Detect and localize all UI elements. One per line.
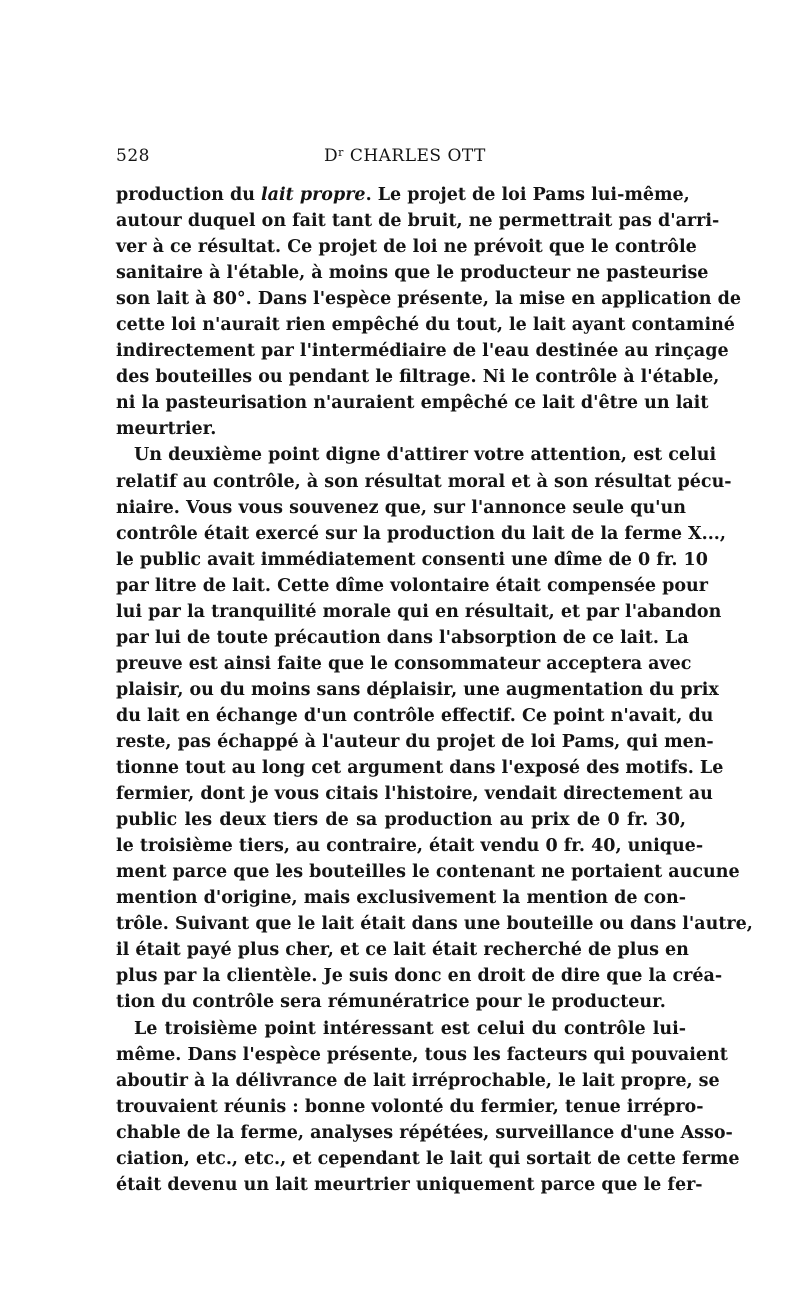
text-line: reste, pas échappé à l'auteur du projet de loi Pams, qui men- [116,731,714,752]
text-line: des bouteilles ou pendant le filtrage. Ni le contrôle à l'étable, [116,367,720,388]
paragraph [116,182,741,442]
text-line: trôle. Suivant que le lait était dans une bouteille ou dans l'autre, [116,914,753,935]
text-line: aboutir à la délivrance de lait irréprochable, le lait propre, se [116,1070,720,1091]
text-line: lui par la tranquilité morale qui en résultait, et par l'abandon [116,601,722,622]
text-line: ni la pasteurisation n'auraient empêché ce lait d'être un lait [116,393,709,414]
text-line: il était payé plus cher, et ce lait était recherché de plus en [116,940,689,961]
author-name: CHARLES OTT [349,146,486,166]
body-text [116,182,753,1198]
text-line: son lait à 80°. Dans l'espèce présente, la mise en application de [116,289,741,310]
text-line: niaire. Vous vous souvenez que, sur l'annonce seule qu'un [116,497,686,518]
text-line: sanitaire à l'étable, à moins que le producteur ne pasteurise [116,263,709,284]
text-line: contrôle était exercé sur la production du lait de la ferme X..., [116,523,726,544]
text-line: plaisir, ou du moins sans déplaisir, une augmentation du prix [116,679,719,700]
emphasis: lait propre [261,185,366,205]
text-line: était devenu un lait meurtrier uniquement parce que le fer- [116,1174,703,1195]
text-line: tion du contrôle sera rémunératrice pour le producteur. [116,992,666,1013]
author-prefix: D [324,146,339,166]
text-line: ver à ce résultat. Ce projet de loi ne prévoit que le contrôle [116,237,697,258]
text-line: le troisième tiers, au contraire, était vendu 0 fr. 40, unique- [116,836,704,857]
author-prefix-superscript: r [338,146,344,159]
text-line: chable de la ferme, analyses répétées, surveillance d'une Asso- [116,1122,733,1143]
text-line: Un deuxième point digne d'attirer votre attention, est celui [134,445,717,466]
paragraph [116,1016,740,1198]
text-line: le public avait immédiatement consenti une dîme de 0 fr. 10 [116,549,708,570]
running-head [324,146,486,166]
page-header [116,146,686,172]
paragraph [116,442,753,1015]
text-line: production du lait propre. Le projet de loi Pams lui-même, [116,185,690,205]
text-line: autour duquel on fait tant de bruit, ne permettrait pas d'arri- [116,211,720,232]
page-number: 528 [116,146,150,166]
text-line: cette loi n'aurait rien empêché du tout, le lait ayant contaminé [116,315,735,336]
text-line: tionne tout au long cet argument dans l'exposé des motifs. Le [116,758,724,779]
text-line: mention d'origine, mais exclusivement la mention de con- [116,888,686,909]
text-line: trouvaient réunis : bonne volonté du fermier, tenue irrépro- [116,1096,704,1117]
text-line: Le troisième point intéressant est celui du contrôle lui- [134,1018,686,1039]
text-line: relatif au contrôle, à son résultat moral et à son résultat pécu- [116,471,732,492]
text-line: du lait en échange d'un contrôle effectif. Ce point n'avait, du [116,705,714,726]
text-line: par litre de lait. Cette dîme volontaire était compensée pour [116,575,708,596]
text-line: ment parce que les bouteilles le contenant ne portaient aucune [116,862,740,883]
text-line: plus par la clientèle. Je suis donc en droit de dire que la créa- [116,966,723,987]
text-line: même. Dans l'espèce présente, tous les facteurs qui pouvaient [116,1044,728,1065]
text-line: fermier, dont je vous citais l'histoire, vendait directement au [116,784,713,805]
text-line: par lui de toute précaution dans l'absorption de ce lait. La [116,627,689,648]
text-line: indirectement par l'intermédiaire de l'eau destinée au rinçage [116,341,729,362]
text-line: meurtrier. [116,419,217,440]
text-line: public les deux tiers de sa production au prix de 0 fr. 30, [116,810,686,831]
text-line: preuve est ainsi faite que le consommateur acceptera avec [116,653,692,674]
text-line: ciation, etc., etc., et cependant le lait qui sortait de cette ferme [116,1148,740,1169]
